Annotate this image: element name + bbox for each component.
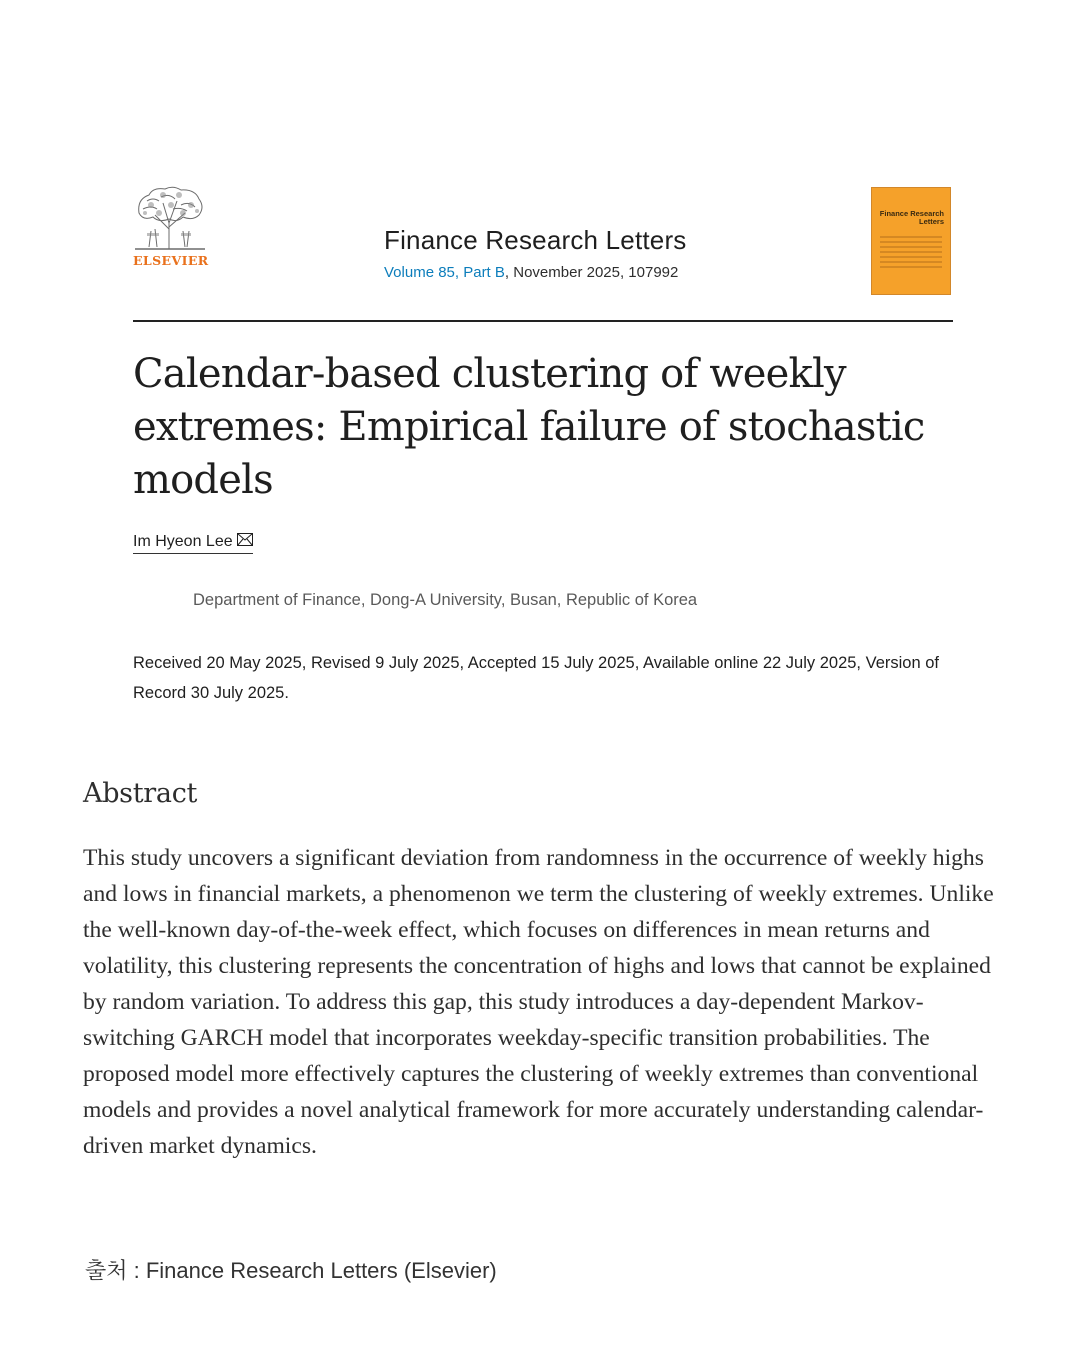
elsevier-tree-icon	[133, 185, 207, 251]
article-header	[133, 185, 953, 297]
header-divider	[133, 320, 953, 322]
abstract-heading: Abstract	[83, 778, 198, 809]
journal-name[interactable]: Finance Research Letters	[384, 225, 687, 255]
author-link[interactable]	[133, 533, 253, 554]
source-caption: 출처 : Finance Research Letters (Elsevier)	[85, 1258, 497, 1283]
author-name: Im Hyeon Lee	[133, 533, 233, 550]
journal-cover[interactable]	[871, 187, 951, 295]
cover-title: Finance Research Letters	[879, 209, 944, 226]
elsevier-wordmark: ELSEVIER	[133, 253, 209, 268]
publication-dates: Received 20 May 2025, Revised 9 July 2025, Accepted 15 July 2025, Available online 22 July 2025, Version of Record 30 July 2025.	[133, 654, 939, 702]
article-title: Calendar-based clustering of weekly extremes: Empirical failure of stochastic models	[133, 351, 925, 503]
journal-info	[384, 225, 724, 281]
elsevier-logo[interactable]	[133, 185, 209, 273]
issue-line	[384, 264, 724, 281]
issue-link[interactable]: Volume 85, Part B	[384, 264, 505, 281]
cover-contents	[880, 236, 942, 276]
abstract-text: This study uncovers a significant deviation from randomness in the occurrence of weekly highs and lows in financial markets, a phenomenon we term the clustering of weekly extremes. Unlike the well-known day-of-the-week effect, which focuses on differences in mean returns and volatility, this clustering represents the concentration of highs and lows that cannot be explained by random variation. To address this gap, this study introduces a day-dependent Markov-switching GARCH model that incorporates weekday-specific transition probabilities. The proposed model more effectively captures the clustering of weekly extremes than conventional models and provides a novel analytical framework for more accurately understanding calendar-driven market dynamics.	[83, 845, 994, 1159]
affiliation: Department of Finance, Dong-A University, Busan, Republic of Korea	[193, 591, 698, 609]
envelope-icon[interactable]	[237, 533, 253, 546]
issue-details: , November 2025, 107992	[504, 264, 679, 281]
